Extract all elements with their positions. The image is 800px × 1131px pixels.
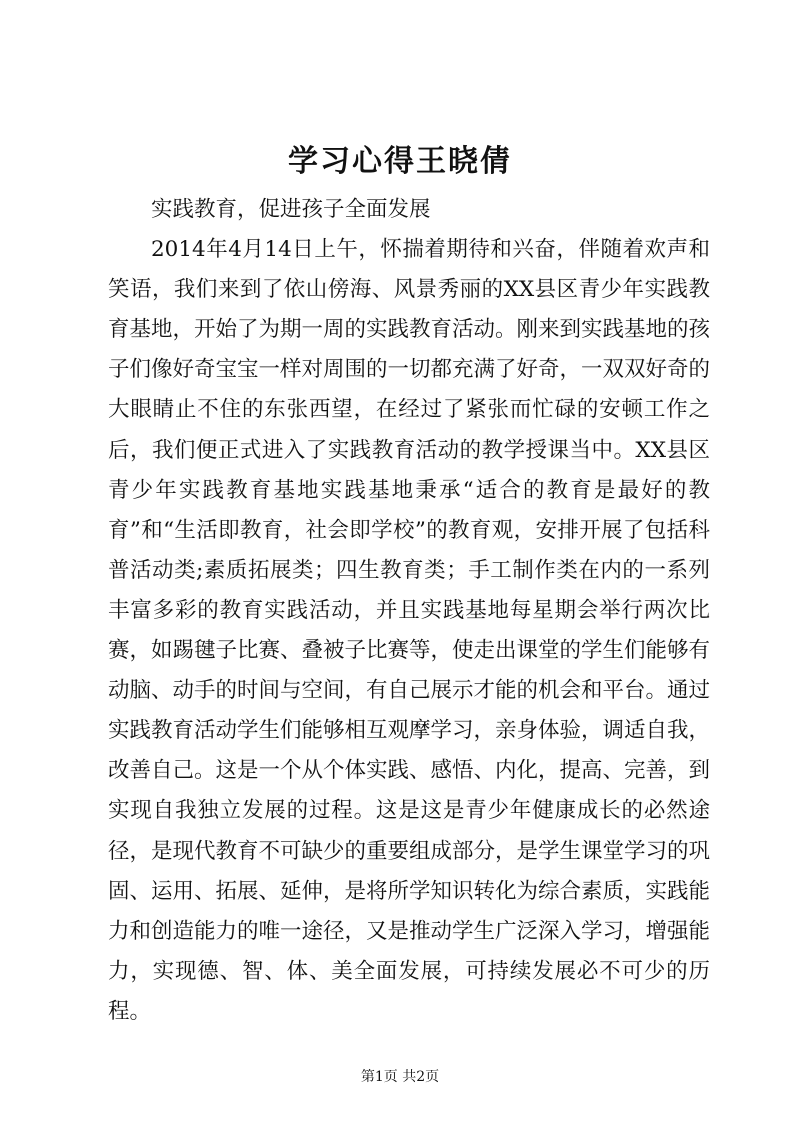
document-subtitle: 实践教育，促进孩子全面发展 — [151, 197, 431, 222]
page-indicator: 第1页 共2页 — [360, 1069, 440, 1085]
document-title: 学习心得王晓倩 — [288, 144, 512, 179]
document-body — [108, 190, 710, 1032]
body-paragraph: 2014年4月14日上午，怀揣着期待和兴奋，伴随着欢声和笑语，我们来到了依山傍海、风景秀丽的XX县区青少年实践教育基地，开始了为期一周的实践教育活动。刚来到实践基地的孩子们像好奇宝宝一样对周围的一切都充满了好奇，一双双好奇的大眼睛止不住的东张西望，在经过了紧张而忙碌的安顿工作之后，我们便正式进入了实践教育活动的教学授课当中。XX县区青少年实践教育基地实践基地秉承“适合的教育是最好的教育”和“生活即教育，社会即学校”的教育观，安排开展了包括科普活动类;素质拓展类；四生教育类；手工制作类在内的一系列丰富多彩的教育实践活动，并且实践基地每星期会举行两次比赛，如踢毽子比赛、叠被子比赛等，使走出课堂的学生们能够有动脑、动手的时间与空间，有自己展示才能的机会和平台。通过实践教育活动学生们能够相互观摩学习，亲身体验，调适自我，改善自己。这是一个从个体实践、感悟、内化，提高、完善，到实现自我独立发展的过程。这是这是青少年健康成长的必然途径，是现代教育不可缺少的重要组成部分，是学生课堂学习的巩固、运用、拓展、延伸，是将所学知识转化为综合素质，实践能力和创造能力的唯一途径，又是推动学生广泛深入学习，增强能力，实现德、智、体、美全面发展，可持续发展必不可少的历程。 — [108, 237, 711, 1024]
